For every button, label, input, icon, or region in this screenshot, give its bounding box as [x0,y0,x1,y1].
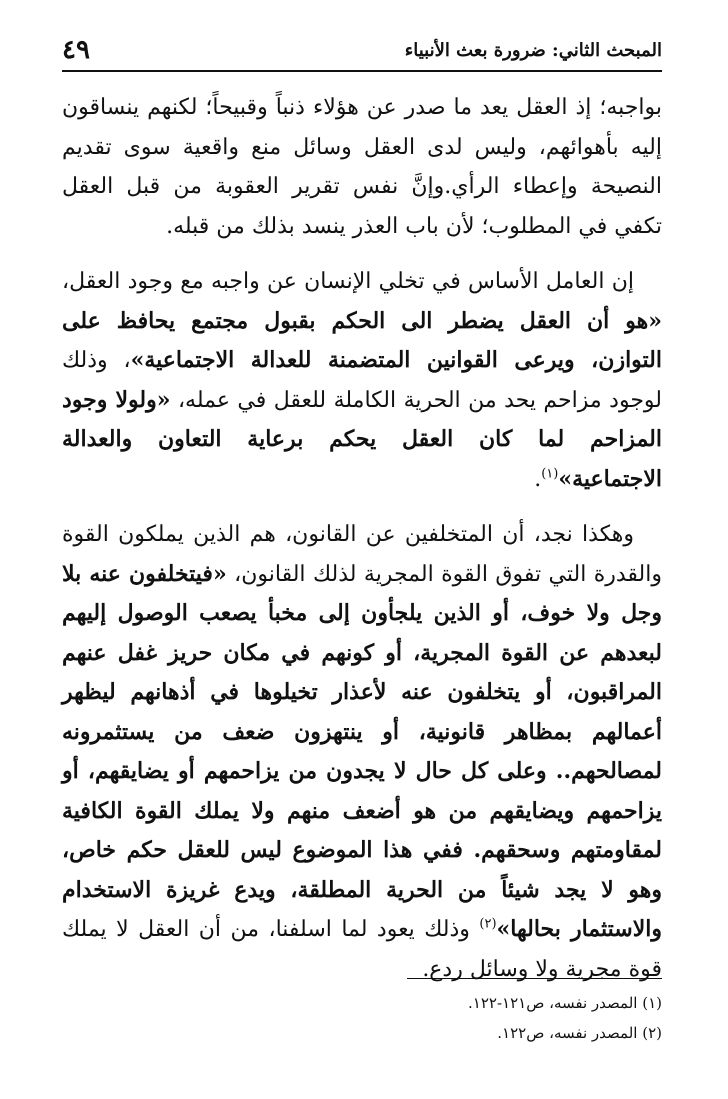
paragraph [62,515,662,989]
text-segment: إن العامل الأساس في تخلي الإنسان عن واجبه مع وجود العقل، [62,269,634,294]
quoted-text: «ولولا وجود المزاحم لما كان العقل يحكم برعاية التعاون والعدالة الاجتماعية» [62,386,662,492]
page-number: ٤٩ [62,35,90,65]
paragraph [62,262,662,499]
footnote-2: (٢) المصدر نفسه، ص١٢٢. [497,1024,662,1042]
text-segment: . [534,466,542,492]
footnote-ref-1[interactable]: (١) [541,466,559,482]
footnote-ref-2[interactable]: (٢) [479,916,497,932]
text-segment: وهكذا نجد، أن المتخلفين عن القانون، هم الذين يملكون القوة والقدرة التي تفوق القوة المجرية لذلك القانون، [62,522,663,587]
body-text [62,88,662,1005]
running-header [62,30,662,72]
paragraph [62,88,662,246]
text-segment: بواجبه؛ إذ العقل يعد ما صدر عن هؤلاء ذنباً وقبيحاً؛ لكنهم ينساقون إليه بأهوائهم، وليس لدى العقل وسائل منع واقعية سوى تقديم النصيحة وإعطاء الرأي.وإنَّ نفس تقرير العقوبة من قبل العقل تكفي في المطلوب؛ لأن باب العذر ينسد بذلك من قبله. [62,95,662,239]
quoted-text: «هو أن العقل يضطر الى الحكم بقبول مجتمع يحافظ على التوازن، ويرعى القوانين المتضمنة للعدالة الاجتماعية» [62,307,662,373]
footnote-divider [407,978,662,979]
footnotes [62,988,662,1048]
text-segment: ، وذلك لوجود مزاحم يحد من الحرية الكاملة للعقل في عمله، [62,348,662,413]
footnote-1: (١) المصدر نفسه، ص١٢١-١٢٢. [468,994,662,1012]
quoted-text: «فيتخلفون عنه بلا وجل ولا خوف، أو الذين يلجأون إلى مخبأ يصعب الوصول إليهم لبعدهم عن القوة المجرية، أو كونهم في مكان حريز غفل عنهم المراقبون، أو يتخلفون عنه لأعذار تخيلوها في أذهانهم ليظهر أعمالهم بمظاهر قانونية، أو ينتهزون ضعف من يستثمرونه لمصالحهم.. وعلى كل حال لا يجدون من يزاحمهم أو يضايقهم، أو يزاحمهم ويضايقهم من هو أضعف منهم ولا يملك القوة الكافية لمقاومتهم وسحقهم. ففي هذا الموضوع ليس للعقل حكم خاص، وهو لا يجد شيئاً من الحرية المطلقة، ويدع غريزة الاستخدام والاستثمار بحالها» [62,560,662,942]
chapter-title: المبحث الثاني: ضرورة بعث الأنبياء [404,39,662,61]
text-segment: وذلك يعود لما اسلفنا، من أن العقل لا يملك قوة مجرية ولا وسائل ردع. [62,917,662,982]
